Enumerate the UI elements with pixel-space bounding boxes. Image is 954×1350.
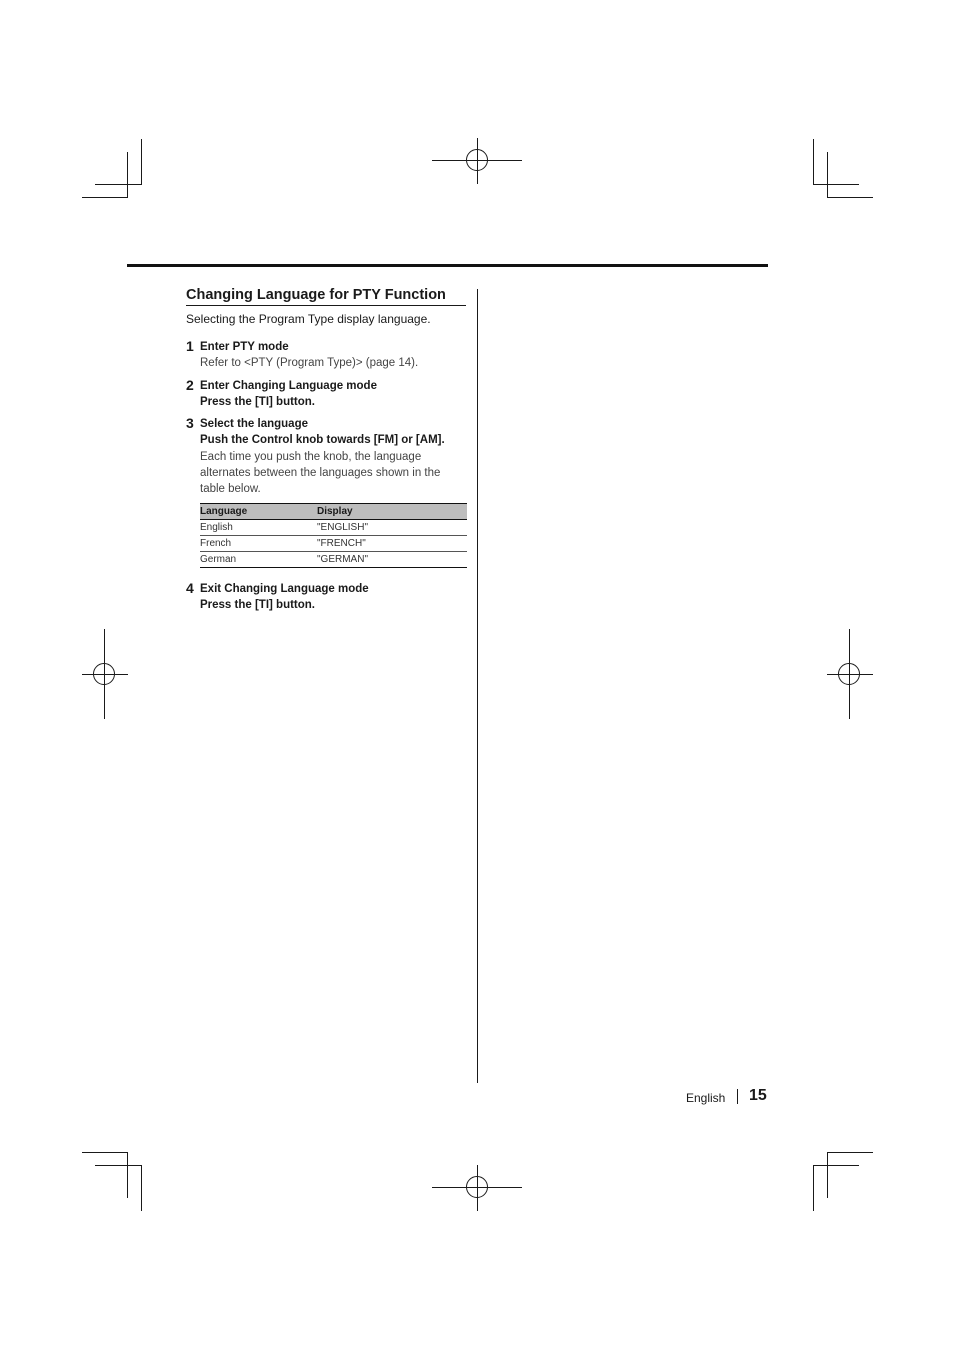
table-cell: German bbox=[200, 552, 317, 568]
step-3-text: table below. bbox=[200, 483, 261, 495]
step-3-instruction: Push the Control knob towards [FM] or [AM]. bbox=[200, 434, 445, 446]
step-4-text: Press the [TI] button. bbox=[200, 599, 315, 611]
step-heading: Enter Changing Language mode bbox=[200, 380, 377, 392]
table-header-display: Display bbox=[317, 504, 467, 520]
table-header-language: Language bbox=[200, 504, 317, 520]
step-3-text: Each time you push the knob, the language bbox=[200, 451, 422, 463]
column-separator bbox=[477, 289, 478, 1083]
step-2-text: Press the [TI] button. bbox=[200, 396, 315, 408]
table-row bbox=[200, 552, 467, 568]
table-cell: "FRENCH" bbox=[317, 536, 467, 552]
step-1-text: Refer to <PTY (Program Type)> (page 14). bbox=[200, 357, 419, 369]
footer-language: English bbox=[686, 1091, 726, 1105]
page-number: 15 bbox=[749, 1087, 767, 1104]
table-cell: "GERMAN" bbox=[317, 552, 467, 568]
table-row bbox=[200, 536, 467, 552]
section-title: Changing Language for PTY Function bbox=[186, 287, 466, 306]
table-cell: "ENGLISH" bbox=[317, 520, 467, 536]
language-table bbox=[200, 503, 467, 568]
table-cell: English bbox=[200, 520, 317, 536]
table-header-row bbox=[200, 504, 467, 520]
section-intro: Selecting the Program Type display language. bbox=[186, 312, 431, 326]
table-row bbox=[200, 520, 467, 536]
table-cell: French bbox=[200, 536, 317, 552]
step-heading: Enter PTY mode bbox=[200, 341, 289, 353]
step-number: 3 bbox=[186, 415, 194, 431]
step-heading: Select the language bbox=[200, 418, 309, 430]
footer-divider bbox=[737, 1089, 738, 1104]
step-heading: Exit Changing Language mode bbox=[200, 583, 369, 595]
step-number: 1 bbox=[186, 338, 194, 354]
header-rule bbox=[127, 264, 768, 267]
step-number: 2 bbox=[186, 377, 194, 393]
step-3-text: alternates between the languages shown in the bbox=[200, 467, 441, 479]
step-number: 4 bbox=[186, 580, 194, 596]
